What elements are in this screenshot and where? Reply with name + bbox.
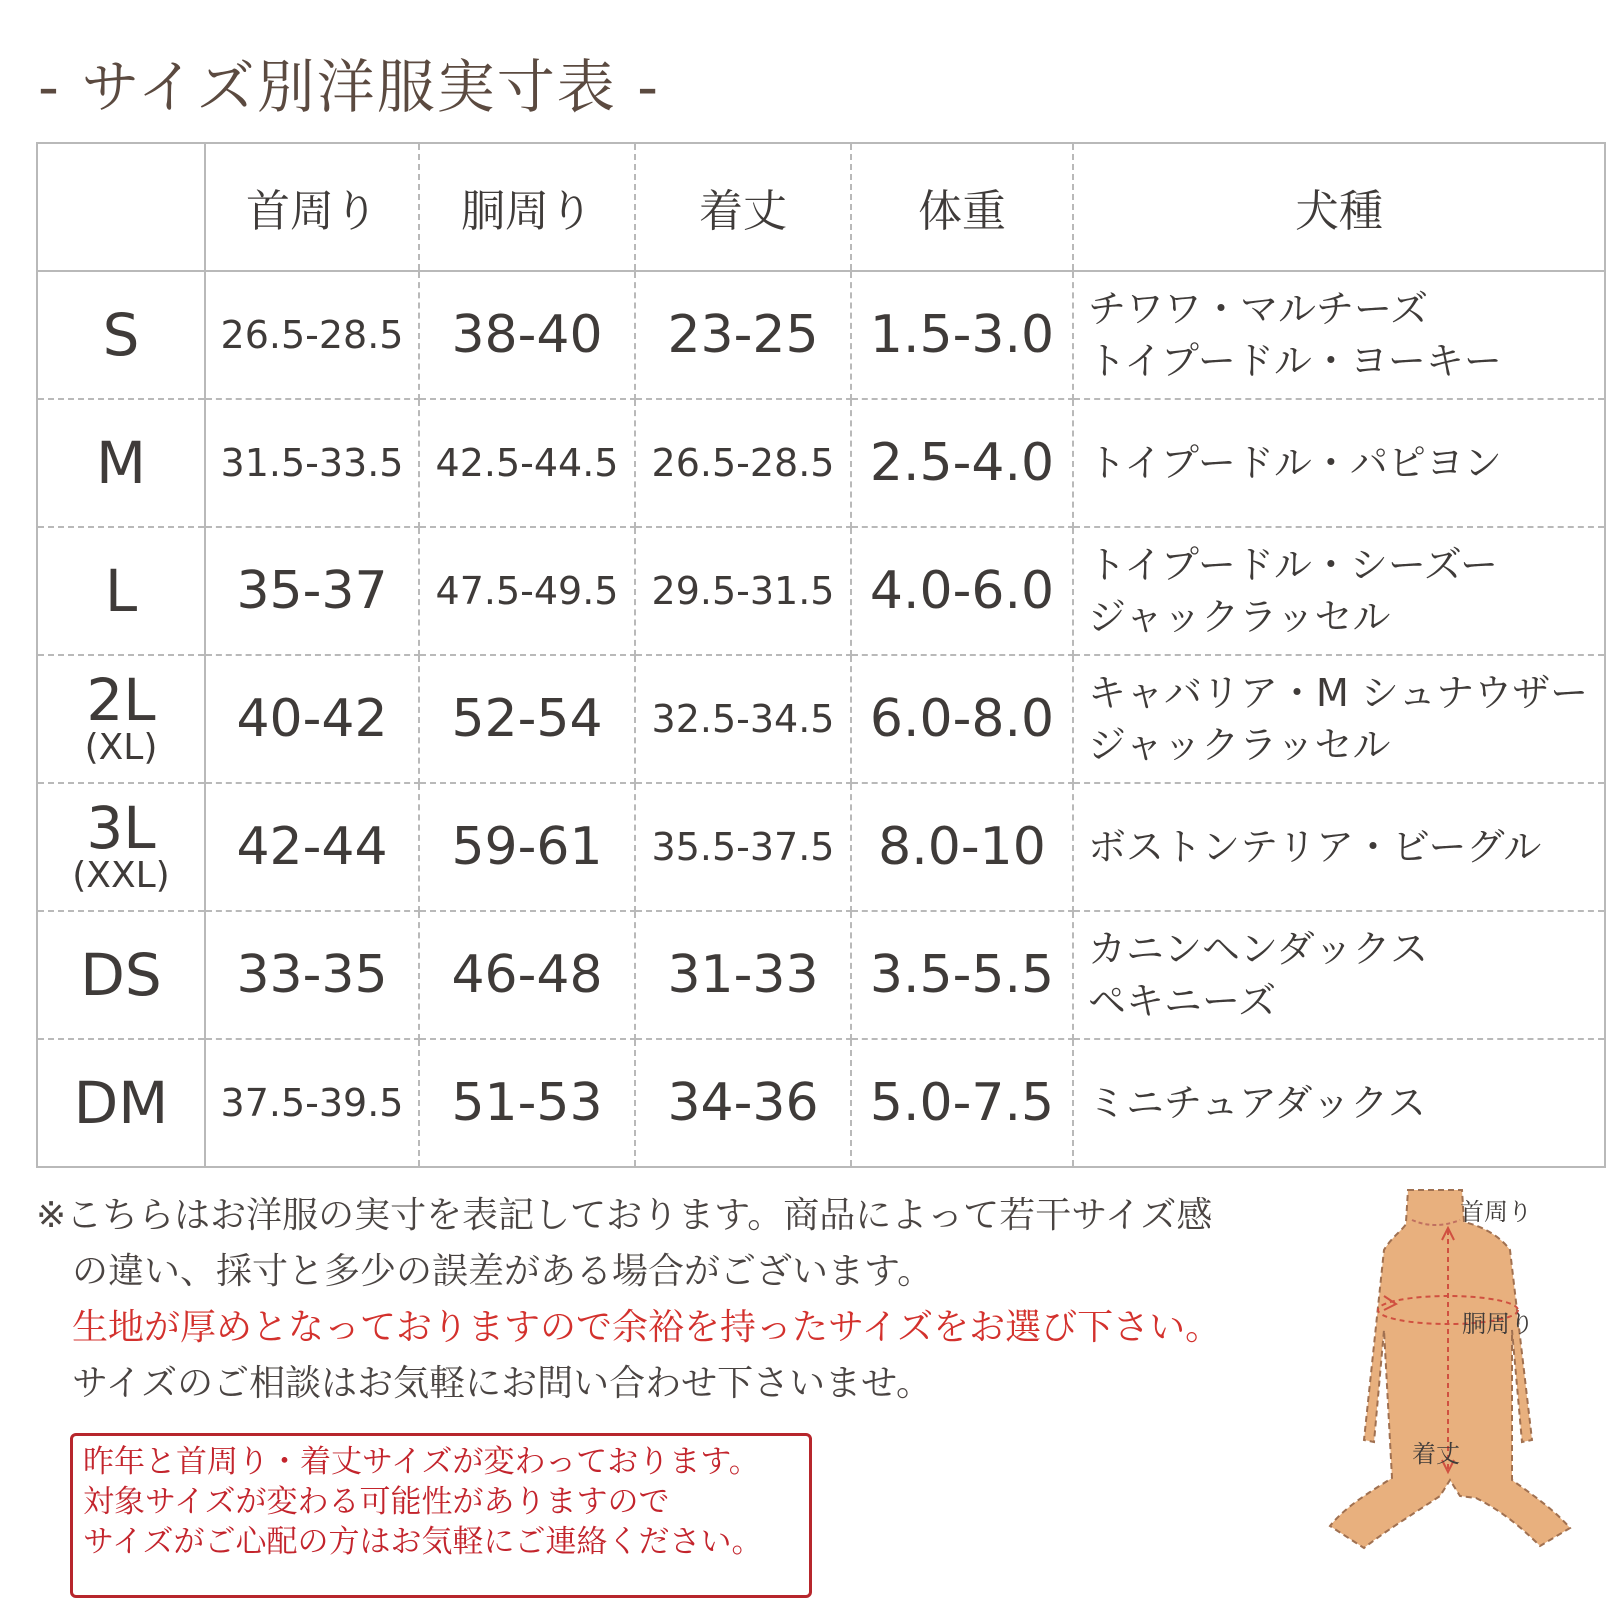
neck-cell: 42-44: [205, 783, 419, 911]
breed-line: ペキニーズ: [1088, 979, 1277, 1023]
note-line: サイズのご相談はお気軽にお問い合わせ下さいませ。: [72, 1363, 933, 1404]
size-sublabel: (XL): [84, 727, 158, 768]
size-label: M: [95, 429, 147, 497]
size-sublabel: (XXL): [72, 855, 170, 896]
breed-cell: [1073, 271, 1605, 399]
header-size: [37, 143, 205, 271]
breed-line: ジャックラッセル: [1088, 595, 1391, 639]
table-row: [37, 1039, 1605, 1167]
breed-cell: [1073, 527, 1605, 655]
neck-cell: 35-37: [205, 527, 419, 655]
weight-cell: 3.5-5.5: [851, 911, 1073, 1039]
weight-cell: 4.0-6.0: [851, 527, 1073, 655]
notice-line: サイズがご心配の方はお気軽にご連絡ください。: [83, 1524, 763, 1560]
neck-cell: 40-42: [205, 655, 419, 783]
notice-line: 対象サイズが変わる可能性がありますので: [83, 1484, 670, 1520]
length-cell: 31-33: [635, 911, 851, 1039]
header-chest: 胴周り: [419, 143, 635, 271]
garment-shape: [1330, 1190, 1570, 1548]
table-header-row: [37, 143, 1605, 271]
breed-cell: [1073, 783, 1605, 911]
neck-cell: 37.5-39.5: [205, 1039, 419, 1167]
length-cell: 23-25: [635, 271, 851, 399]
chest-cell: 52-54: [419, 655, 635, 783]
chest-cell: 47.5-49.5: [419, 527, 635, 655]
note-warning: 生地が厚めとなっておりますので余裕を持ったサイズをお選び下さい。: [72, 1307, 1222, 1348]
page-title: - サイズ別洋服実寸表 -: [38, 53, 661, 121]
breed-line: ミニチュアダックス: [1088, 1081, 1426, 1125]
breed-line: ジャックラッセル: [1088, 723, 1391, 767]
table-row: [37, 783, 1605, 911]
size-label: L: [104, 557, 138, 625]
breed-cell: [1073, 399, 1605, 527]
header-breed: 犬種: [1073, 143, 1605, 271]
chest-cell: 42.5-44.5: [419, 399, 635, 527]
notice-line: 昨年と首周り・着丈サイズが変わっております。: [83, 1444, 760, 1480]
size-label: DM: [73, 1069, 169, 1137]
breed-line: トイプードル・ヨーキー: [1088, 339, 1502, 383]
length-label: 着丈: [1412, 1440, 1460, 1468]
weight-cell: 6.0-8.0: [851, 655, 1073, 783]
breed-cell: [1073, 655, 1605, 783]
note-line: ※こちらはお洋服の実寸を表記しております。商品によって若干サイズ感: [36, 1195, 1213, 1236]
breed-cell: [1073, 911, 1605, 1039]
chest-cell: 46-48: [419, 911, 635, 1039]
chest-cell: 59-61: [419, 783, 635, 911]
size-label: DS: [80, 941, 162, 1009]
size-cell: [37, 399, 205, 527]
header-weight: 体重: [851, 143, 1073, 271]
size-label: 2L: [86, 666, 156, 734]
size-label: S: [102, 301, 140, 369]
length-cell: 35.5-37.5: [635, 783, 851, 911]
breed-cell: [1073, 1039, 1605, 1167]
size-table: [36, 142, 1606, 1168]
table-row: [37, 271, 1605, 399]
breed-line: カニンヘンダックス: [1088, 927, 1429, 971]
breed-line: キャバリア・M シュナウザー: [1088, 671, 1589, 715]
size-cell: [37, 527, 205, 655]
weight-cell: 8.0-10: [851, 783, 1073, 911]
length-cell: 26.5-28.5: [635, 399, 851, 527]
table-row: [37, 911, 1605, 1039]
size-cell: [37, 655, 205, 783]
garment-diagram: [1300, 1180, 1600, 1610]
breed-line: チワワ・マルチーズ: [1088, 287, 1429, 331]
weight-cell: 1.5-3.0: [851, 271, 1073, 399]
chest-label: 胴周り: [1462, 1310, 1534, 1338]
size-cell: [37, 783, 205, 911]
length-cell: 34-36: [635, 1039, 851, 1167]
length-cell: 29.5-31.5: [635, 527, 851, 655]
chest-cell: 38-40: [419, 271, 635, 399]
neck-cell: 31.5-33.5: [205, 399, 419, 527]
size-label: 3L: [86, 794, 156, 862]
weight-cell: 5.0-7.5: [851, 1039, 1073, 1167]
breed-line: トイプードル・パピヨン: [1088, 441, 1502, 485]
size-change-notice: [70, 1433, 812, 1598]
table-row: [37, 655, 1605, 783]
size-cell: [37, 271, 205, 399]
breed-line: トイプードル・シーズー: [1088, 543, 1499, 587]
size-notes: [36, 1188, 1336, 1412]
neck-label: 首周り: [1460, 1198, 1532, 1226]
header-neck: 首周り: [205, 143, 419, 271]
header-length: 着丈: [635, 143, 851, 271]
neck-cell: 33-35: [205, 911, 419, 1039]
neck-cell: 26.5-28.5: [205, 271, 419, 399]
breed-line: ボストンテリア・ビーグル: [1088, 825, 1542, 869]
weight-cell: 2.5-4.0: [851, 399, 1073, 527]
length-cell: 32.5-34.5: [635, 655, 851, 783]
table-row: [37, 527, 1605, 655]
table-row: [37, 399, 1605, 527]
size-cell: [37, 1039, 205, 1167]
chest-cell: 51-53: [419, 1039, 635, 1167]
note-line: の違い、採寸と多少の誤差がある場合がございます。: [72, 1251, 934, 1292]
size-cell: [37, 911, 205, 1039]
